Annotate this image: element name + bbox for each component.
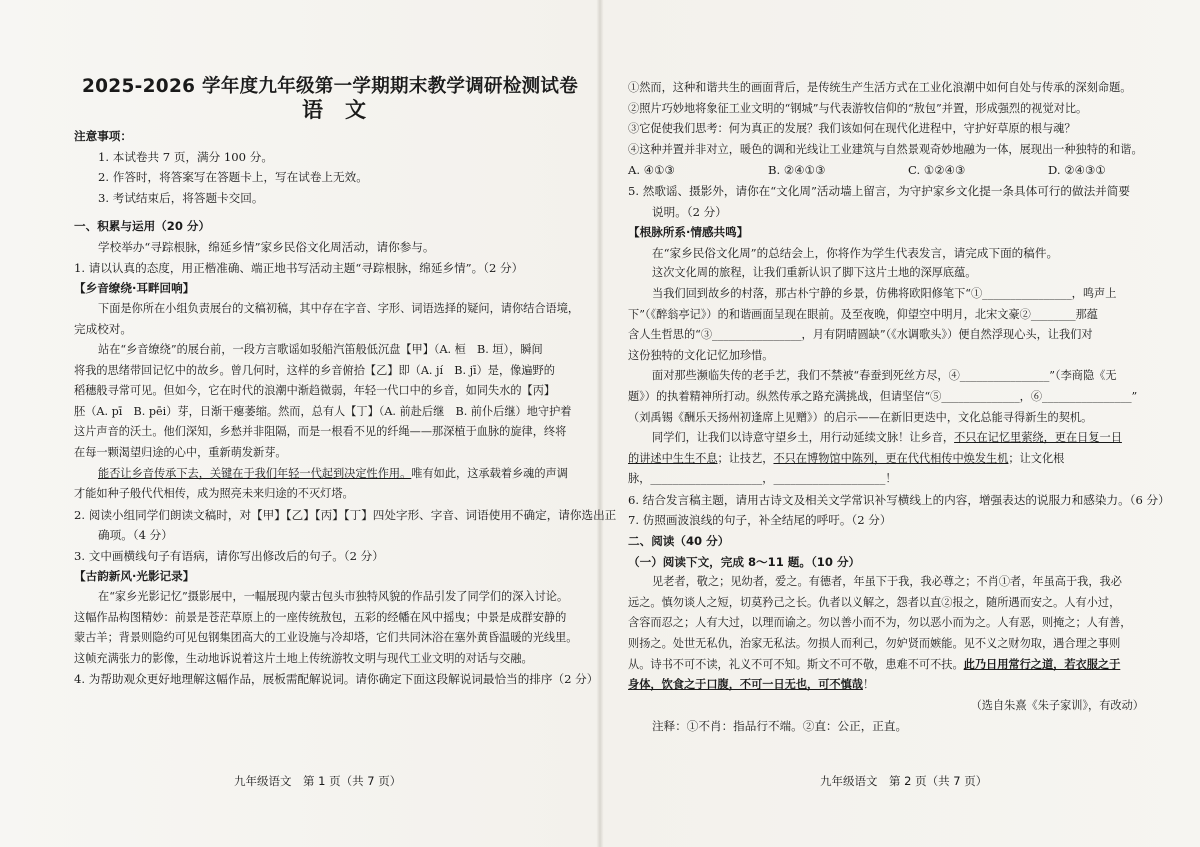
passage-line: 才能如种子般代代相传，成为照亮未来归途的不灭灯塔。 xyxy=(74,487,354,501)
speech-line: 当我们回到故乡的村落，那古朴宁静的乡景，仿佛将欧阳修笔下“①________________，鸣声上 xyxy=(652,286,1117,300)
passage-line: 这片声音的沃土。他们深知，乡愁并非阻隔，而是一根看不见的纤绳——那深植于血脉的旋律，终将 xyxy=(74,425,567,439)
question-4: 4. 为帮助观众更好地理解这幅作品，展板需配解说词。请你确定下面这段解说词最恰当的排序（2 分） xyxy=(74,672,599,687)
answer-choices xyxy=(628,160,1144,181)
classic-text: ！ xyxy=(862,678,875,692)
choice-a: A. ④①③ xyxy=(628,163,675,178)
wavy-sentence: 不只在记忆里萦绕，更在日复一日 xyxy=(954,431,1122,445)
classic-line: 则扬之。处世无私仇，治家无私法。勿损人而利己，勿妒贤而嫉能。见不义之财勿取，遇合理之事则 xyxy=(628,637,1121,651)
passage-line: 稻穗般寻常可见。但如今，它在时代的浪潮中渐趋微弱，年轻一代口中的乡音，如同失水的【丙】 xyxy=(74,384,556,398)
choice-d: D. ②④③① xyxy=(1048,163,1106,178)
classic-line xyxy=(628,675,1144,696)
passage-line: 在“家乡光影记忆”摄影展中，一幅展现内蒙古包头市独特风貌的作品引发了同学们的深入讨论。 xyxy=(98,590,569,604)
underlined-sentence: 能否让乡音传承下去，关键在于我们年轻一代起到决定性作用。 xyxy=(98,466,412,480)
activity-intro: 学校举办“寻踪根脉，绵延乡情”家乡民俗文化周活动，请你参与。 xyxy=(98,239,435,254)
speech-text: ；让技艺， xyxy=(717,451,774,465)
page-footer: 九年级语文 第 1 页（共 7 页） xyxy=(234,774,402,788)
passage-line: 在每一颗渴望归途的心中，重新萌发新芽。 xyxy=(74,445,287,459)
question-3: 3. 文中画横线句子有语病，请你写出修改后的句子。（2 分） xyxy=(74,548,384,563)
classic-line xyxy=(628,655,1144,676)
speech-line: 脉，____________________，____________________！ xyxy=(628,472,897,486)
subject-title: 语文 xyxy=(302,98,388,122)
classic-line: 远之。慎勿谈人之短，切莫矜己之长。仇者以义解之，怨者以直②报之，随所遇而安之。人有小过， xyxy=(628,595,1121,609)
option-sentence: ④这种并置并非对立，暖色的调和光线让工业建筑与自然景观奇妙地融为一体，展现出一种独特的和谐。 xyxy=(628,142,1143,156)
notice-1: 1. 本试卷共 7 页，满分 100 分。 xyxy=(98,149,273,164)
question-5: 5. 然歌谣、摄影外，请你在“文化周”活动墙上留言，为守护家乡文化提一条具体可行的做法并简要 xyxy=(628,183,1130,198)
choice-c: C. ①②④③ xyxy=(908,163,966,178)
option-sentence: ①然而，这种和谐共生的画面背后，是传统生产生活方式在工业化浪潮中如何自处与传承的深刻命题。 xyxy=(628,81,1132,94)
wavy-sentence: 的讲述中生生不息 xyxy=(628,451,718,465)
passage-line: 胚（A. pī B. pēi）芽，日渐干瘪萎缩。然而，总有人【丁】（A. 前赴后继 B. 前仆后继）地守护着 xyxy=(74,404,572,418)
speech-intro: 在“家乡民俗文化周”的总结会上，你将作为学生代表发言，请完成下面的稿件。 xyxy=(652,245,1059,260)
page-footer: 九年级语文 第 2 页（共 7 页） xyxy=(820,774,988,788)
question-5-cont: 说明。（2 分） xyxy=(652,204,727,219)
speech-text: 同学们，让我们以诗意守望乡土，用行动延续文脉！让乡音， xyxy=(652,431,955,445)
paragraph-line: 完成校对。 xyxy=(74,322,132,337)
speech-line: （刘禹锡《酬乐天扬州初逢席上见赠》）的启示——在新旧更迭中，文化总能寻得新生的契机。 xyxy=(628,410,1093,424)
notice-3: 3. 考试结束后，将答题卡交回。 xyxy=(98,190,264,205)
passage-line xyxy=(74,464,586,485)
reading-part-heading: （一）阅读下文，完成 8～11 题。（10 分） xyxy=(628,554,861,569)
passage-line: 站在“乡音缭绕”的展台前，一段方言歌谣如驳船汽笛般低沉盘【甲】（A. 桓 B. 垣），瞬间 xyxy=(98,342,543,356)
subsection-heading: 【根脉所系·情感共鸣】 xyxy=(628,225,749,240)
passage-line: 这帧充满张力的影像，生动地诉说着这片土地上传统游牧文明与现代工业文明的对话与交融。 xyxy=(74,651,533,665)
passage-line: 这幅作品构图精妙：前景是苍茫草原上的一座传统敖包，五彩的经幡在风中摇曳；中景是成群安静的 xyxy=(74,610,567,624)
section-heading: 二、阅读（40 分） xyxy=(628,534,730,549)
choice-b: B. ②④①③ xyxy=(768,163,826,178)
question-7: 7. 仿照画波浪线的句子，补全结尾的呼吁。（2 分） xyxy=(628,513,892,528)
speech-line: 题》）的执着精神所打动。纵然传承之路充满挑战，但请坚信“⑤______________，⑥________________” xyxy=(628,389,1138,403)
paragraph-line: 下面是你所在小组负责展台的文稿初稿，其中存在字音、字形、词语选择的疑问，请你结合语境， xyxy=(98,301,580,315)
notice-2: 2. 作答时，将答案写在答题卡上，写在试卷上无效。 xyxy=(98,170,368,185)
speech-line xyxy=(628,449,1144,470)
speech-line: 这次文化周的旅程，让我们重新认识了脚下这片土地的深厚底蕴。 xyxy=(652,266,977,280)
speech-line xyxy=(628,428,1144,449)
option-sentence: ③它促使我们思考：何为真正的发展？我们该如何在现代化进程中，守护好草原的根与魂？ xyxy=(628,122,1076,136)
question-1: 1. 请以认真的态度，用正楷准确、端正地书写活动主题“寻踪根脉，绵延乡情”。（2 分） xyxy=(74,260,524,275)
classic-line: 含容而忍之；人有大过，以理而谕之。勿以善小而不为，勿以恶小而为之。人有恶，则掩之；人有善， xyxy=(628,616,1132,630)
exam-title: 2025-2026 学年度九年级第一学期期末教学调研检测试卷 xyxy=(81,76,579,97)
annotation-notes: 注释：①不肖：指品行不端。②直：公正，正直。 xyxy=(652,719,908,734)
source-note: （选自朱熹《朱子家训》，有改动） xyxy=(970,698,1144,712)
page-2 xyxy=(606,0,1200,847)
speech-line: 含人生哲思的“③________________，月有阴晴圆缺”（《水调歌头》）便自然浮现心头，让我们对 xyxy=(628,328,1093,342)
question-2-cont: 确项。（4 分） xyxy=(98,528,173,543)
speech-line: 面对那些濒临失传的老手艺，我们不禁被“春蚕到死丝方尽，④________________”（李商隐《无 xyxy=(652,369,1117,383)
notice-heading: 注意事项： xyxy=(74,129,132,143)
question-6: 6. 结合发言稿主题，请用古诗文及相关文学常识补写横线上的内容，增强表达的说服力和感染力。（6 分） xyxy=(628,492,1170,507)
passage-line: 将我的思绪带回记忆中的故乡。曾几何时，这样的乡音俯拾【乙】即（A. jí B. jī）是，像遍野的 xyxy=(74,363,555,377)
speech-line: 下”（《醉翁亭记》）的和谐画面呈现在眼前。及至夜晚，仰望空中明月，北宋文豪②________那蕴 xyxy=(628,307,1098,321)
subsection-heading: 【乡音缭绕·耳畔回响】 xyxy=(74,281,195,296)
underlined-classic: 此乃日用常行之道，若衣服之于 xyxy=(963,657,1121,671)
wavy-sentence: 不只在博物馆中陈列，更在代代相传中焕发生机 xyxy=(773,451,1009,465)
classic-line: 见老者，敬之；见幼者，爱之。有德者，年虽下于我，我必尊之；不肖①者，年虽高于我，我必 xyxy=(652,575,1122,589)
question-2: 2. 阅读小组同学们朗读文稿时，对【甲】【乙】【丙】【丁】四处字形、字音、词语使用不确定，请你选出正 xyxy=(74,507,617,522)
passage-line: 蒙古羊；背景则隐约可见包钢集团高大的工业设施与冷却塔，它们共同沐浴在塞外黄昏温暖的光线里。 xyxy=(74,631,578,645)
speech-text: ；让文化根 xyxy=(1008,451,1065,465)
passage-text: 唯有如此，这承载着乡魂的声调 xyxy=(411,466,568,480)
classic-text: 从。诗书不可不读，礼义不可不知。斯文不可不敬，患难不可不扶。 xyxy=(628,657,964,671)
subsection-heading: 【古韵新风·光影记录】 xyxy=(74,569,195,584)
option-sentence: ②照片巧妙地将象征工业文明的“钢城”与代表游牧信仰的“敖包”并置，形成强烈的视觉对比。 xyxy=(628,101,1088,115)
underlined-classic: 身体，饮食之于口腹，不可一日无也，可不慎哉 xyxy=(628,678,863,692)
section-heading: 一、积累与运用（20 分） xyxy=(74,219,211,234)
speech-line: 这份独特的文化记忆加珍惜。 xyxy=(628,348,774,362)
